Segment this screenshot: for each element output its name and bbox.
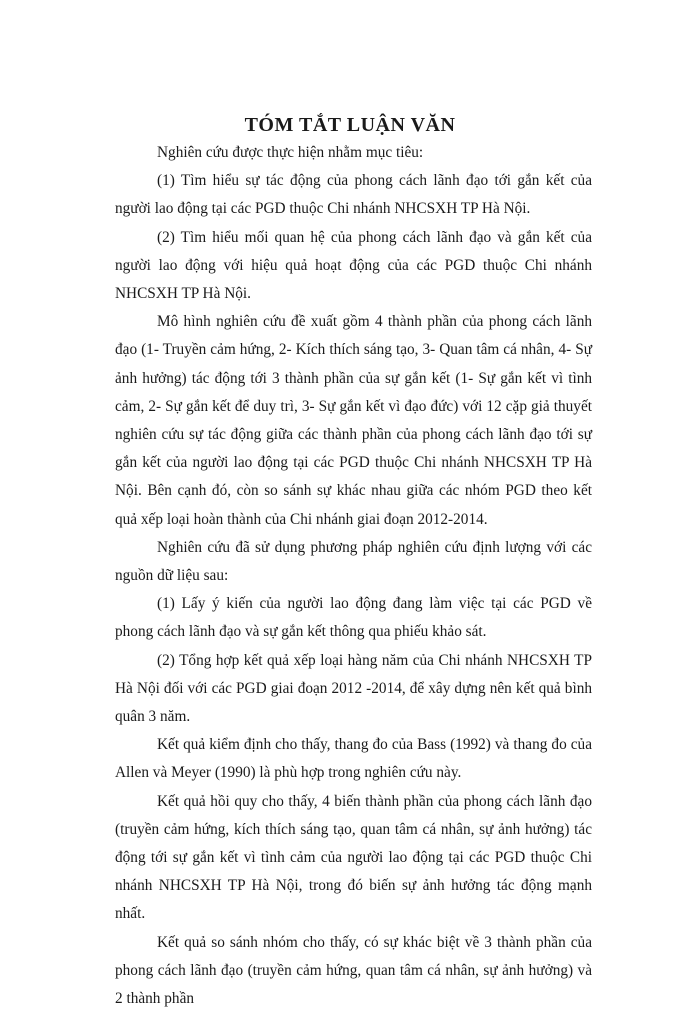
paragraph: Mô hình nghiên cứu đề xuất gồm 4 thành phần của phong cách lãnh đạo (1- Truyền cảm hứng, 2- Kích thích sáng tạo, 3- Quan tâm cá nhân, 4- Sự ảnh hưởng) tác động tới 3 thành phần của sự gắn kết (1- Sự gắn kết vì tình cảm, 2- Sự gắn kết để duy trì, 3- Sự gắn kết vì đạo đức) với 12 cặp giả thuyết nghiên cứu sự tác động giữa các thành phần của phong cách lãnh đạo tới sự gắn kết của người lao động tại các PGD thuộc Chi nhánh NHCSXH TP Hà Nội. Bên cạnh đó, còn so sánh sự khác nhau giữa các nhóm PGD theo kết quả xếp loại hoàn thành của Chi nhánh giai đoạn 2012-2014.: [115, 313, 592, 528]
paragraph: Nghiên cứu được thực hiện nhằm mục tiêu:: [157, 144, 424, 161]
paragraph: (2) Tổng hợp kết quả xếp loại hàng năm của Chi nhánh NHCSXH TP Hà Nội đối với các PGD giai đoạn 2012 -2014, để xây dựng nên kết quả bình quân 3 năm.: [115, 651, 592, 726]
paragraph: Nghiên cứu đã sử dụng phương pháp nghiên cứu định lượng với các nguồn dữ liệu sau:: [115, 538, 592, 585]
document-body: [115, 139, 592, 1013]
paragraph: Kết quả hồi quy cho thấy, 4 biến thành phần của phong cách lãnh đạo (truyền cảm hứng, kích thích sáng tạo, quan tâm cá nhân, sự ảnh hưởng) tác động tới sự gắn kết vì tình cảm của người lao động tại các PGD thuộc Chi nhánh NHCSXH TP Hà Nội, trong đó biến sự ảnh hưởng tác động mạnh nhất.: [115, 792, 592, 923]
paragraph: Kết quả so sánh nhóm cho thấy, có sự khác biệt về 3 thành phần của phong cách lãnh đạo (truyền cảm hứng, quan tâm cá nhân, sự ảnh hưởng) và 2 thành phần: [115, 933, 592, 1008]
paragraph: (1) Tìm hiểu sự tác động của phong cách lãnh đạo tới gắn kết của người lao động tại các PGD thuộc Chi nhánh NHCSXH TP Hà Nội.: [115, 172, 592, 218]
paragraph: (2) Tìm hiểu mối quan hệ của phong cách lãnh đạo và gắn kết của người lao động với hiệu quả hoạt động của các PGD thuộc Chi nhánh NHCSXH TP Hà Nội.: [115, 228, 592, 303]
paragraph: (1) Lấy ý kiến của người lao động đang làm việc tại các PGD về phong cách lãnh đạo và sự gắn kết thông qua phiếu khảo sát.: [115, 595, 592, 641]
paragraph: Kết quả kiểm định cho thấy, thang đo của Bass (1992) và thang đo của Allen và Meyer (1990) là phù hợp trong nghiên cứu này.: [115, 736, 592, 782]
document-title: TÓM TẮT LUẬN VĂN: [244, 114, 456, 136]
